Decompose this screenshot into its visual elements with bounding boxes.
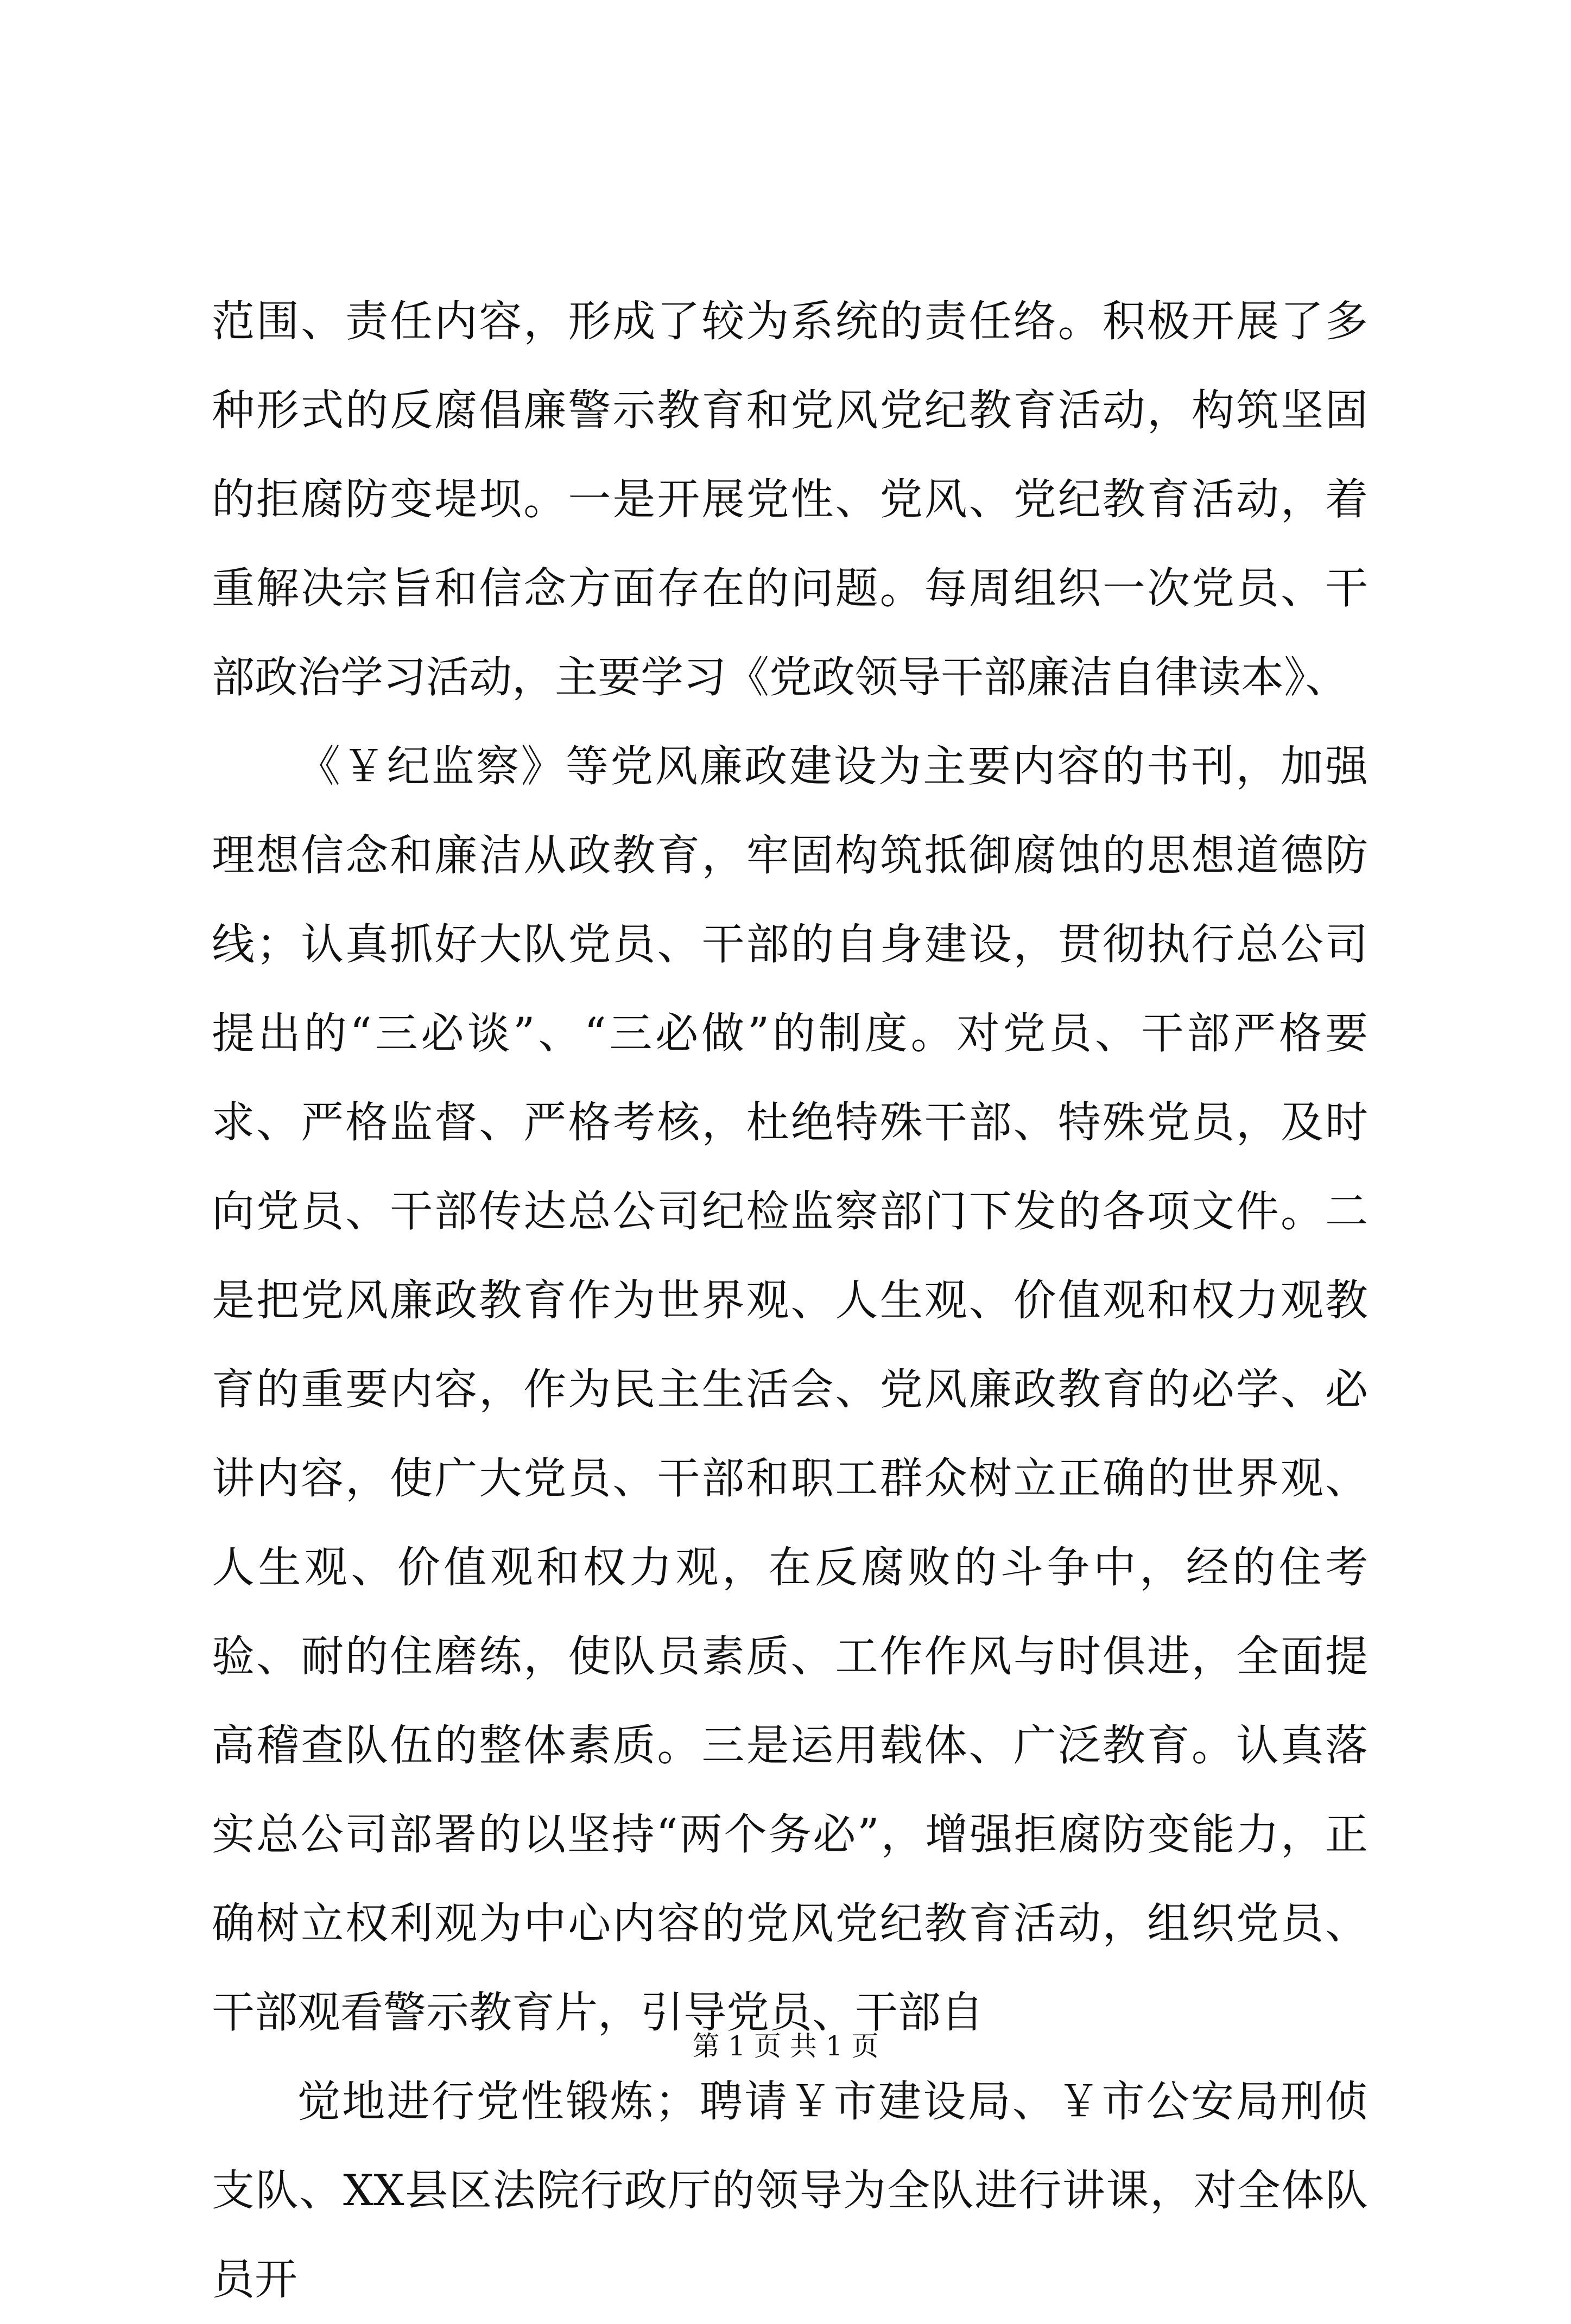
document-body (212, 277, 1368, 2324)
paragraph-2: 《￥纪监察》等党风廉政建设为主要内容的书刊，加强理想信念和廉洁从政教育，牢固构筑抵御腐蚀的思想道德防线；认真抓好大队党员、干部的自身建设，贯彻执行总公司提出的“三必谈”、“三必做”的制度。对党员、干部严格要求、严格监督、严格考核，杜绝特殊干部、特殊党员，及时向党员、干部传达总公司纪检监察部门下发的各项文件。二是把党风廉政教育作为世界观、人生观、价值观和权力观教育的重要内容，作为民主生活会、党风廉政教育的必学、必讲内容，使广大党员、干部和职工群众树立正确的世界观、人生观、价值观和权力观，在反腐败的斗争中，经的住考验、耐的住磨练，使队员素质、工作作风与时俱进，全面提高稽查队伍的整体素质。三是运用载体、广泛教育。认真落实总公司部署的以坚持“两个务必”，增强拒腐防变能力，正确树立权利观为中心内容的党风党纪教育活动，组织党员、干部观看警示教育片，引导党员、干部自 (212, 741, 1368, 2037)
paragraph-1: 范围、责任内容，形成了较为系统的责任络。积极开展了多种形式的反腐倡廉警示教育和党风党纪教育活动，构筑坚固的拒腐防变堤坝。一是开展党性、党风、党纪教育活动，着重解决宗旨和信念方面存在的问题。每周组织一次党员、干部政治学习活动，主要学习《党政领导干部廉洁自律读本》、 (212, 296, 1368, 702)
paragraph-3: 觉地进行党性锻炼；聘请￥市建设局、￥市公安局刑侦支队、XX县区法院行政厅的领导为全队进行讲课，对全体队员开 (212, 2077, 1368, 2304)
page-footer: 第 1 页 共 1 页 (692, 2030, 879, 2062)
